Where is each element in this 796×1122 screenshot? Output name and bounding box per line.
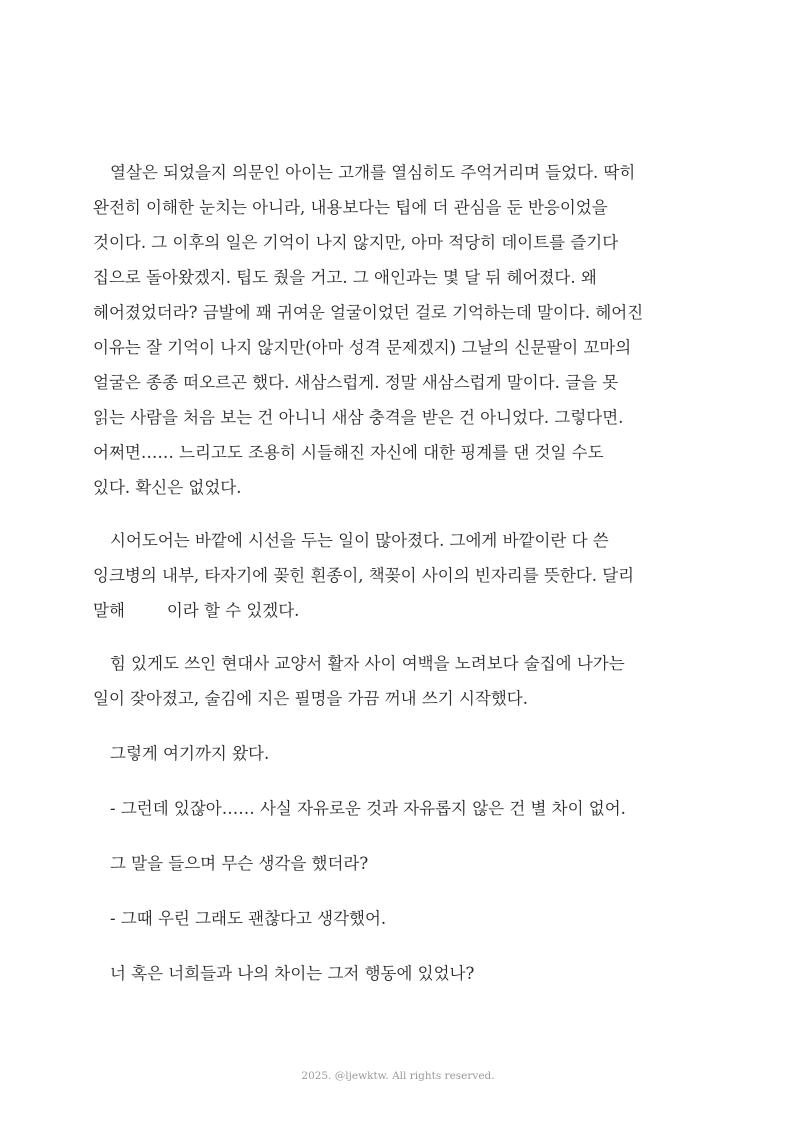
dialogue-line-1	[93, 791, 713, 826]
paragraph-5	[93, 846, 713, 881]
text-line: 있다. 확신은 없었다.	[93, 478, 242, 497]
text-line: 말해 이라 할 수 있겠다.	[93, 601, 300, 620]
text-line: 것이다. 그 이후의 일은 기억이 나지 않지만, 아마 적당히 데이트를 즐기다	[93, 233, 619, 252]
text-line: 그 말을 들으며 무슨 생각을 했더라?	[110, 854, 369, 873]
paragraph-2	[93, 523, 713, 628]
text-line: 열살은 되었을지 의문인 아이는 고개를 열심히도 주억거리며 들었다. 딱히	[110, 163, 636, 182]
text-line: 어쩌면…… 느리고도 조용히 시들해진 자신에 대한 핑계를 댄 것일 수도	[93, 443, 604, 462]
copyright-footer: 2025. @ljewktw. All rights reserved.	[301, 1070, 495, 1082]
text-line: 읽는 사람을 처음 보는 건 아니니 새삼 충격을 받은 건 아니었다. 그렇다면.	[93, 408, 624, 427]
paragraph-1	[93, 155, 713, 505]
paragraph-3	[93, 646, 713, 716]
text-line: 너 혹은 너희들과 나의 차이는 그저 행동에 있었나?	[110, 964, 475, 983]
text-line: 그렇게 여기까지 왔다.	[110, 744, 270, 763]
document-body	[93, 155, 713, 991]
paragraph-6	[93, 956, 713, 991]
text-line: - 그런데 있잖아…… 사실 자유로운 것과 자유롭지 않은 건 별 차이 없어.	[110, 799, 626, 818]
text-line: 시어도어는 바깥에 시선을 두는 일이 많아졌다. 그에게 바깥이란 다 쓴	[110, 531, 609, 550]
text-line: 얼굴은 종종 떠오르곤 했다. 새삼스럽게. 정말 새삼스럽게 말이다. 글을 못	[93, 373, 619, 392]
text-line: 일이 잦아졌고, 술김에 지은 필명을 가끔 꺼내 쓰기 시작했다.	[93, 689, 528, 708]
paragraph-4	[93, 736, 713, 771]
text-line: 힘 있게도 쓰인 현대사 교양서 활자 사이 여백을 노려보다 술집에 나가는	[110, 654, 625, 673]
dialogue-line-2	[93, 901, 713, 936]
text-line: 집으로 돌아왔겠지. 팁도 줬을 거고. 그 애인과는 몇 달 뒤 헤어졌다. 왜	[93, 268, 597, 287]
text-line: 완전히 이해한 눈치는 아니라, 내용보다는 팁에 더 관심을 둔 반응이었을	[93, 198, 608, 217]
text-line: 헤어졌었더라? 금발에 꽤 귀여운 얼굴이었던 걸로 기억하는데 말이다. 헤어진	[93, 303, 644, 322]
text-line: - 그때 우린 그래도 괜찮다고 생각했어.	[110, 909, 387, 928]
text-line: 이유는 잘 기억이 나지 않지만(아마 성격 문제겠지) 그날의 신문팔이 꼬마의	[93, 338, 632, 357]
text-line: 잉크병의 내부, 타자기에 꽂힌 흰종이, 책꽂이 사이의 빈자리를 뜻한다. 달리	[93, 566, 635, 585]
